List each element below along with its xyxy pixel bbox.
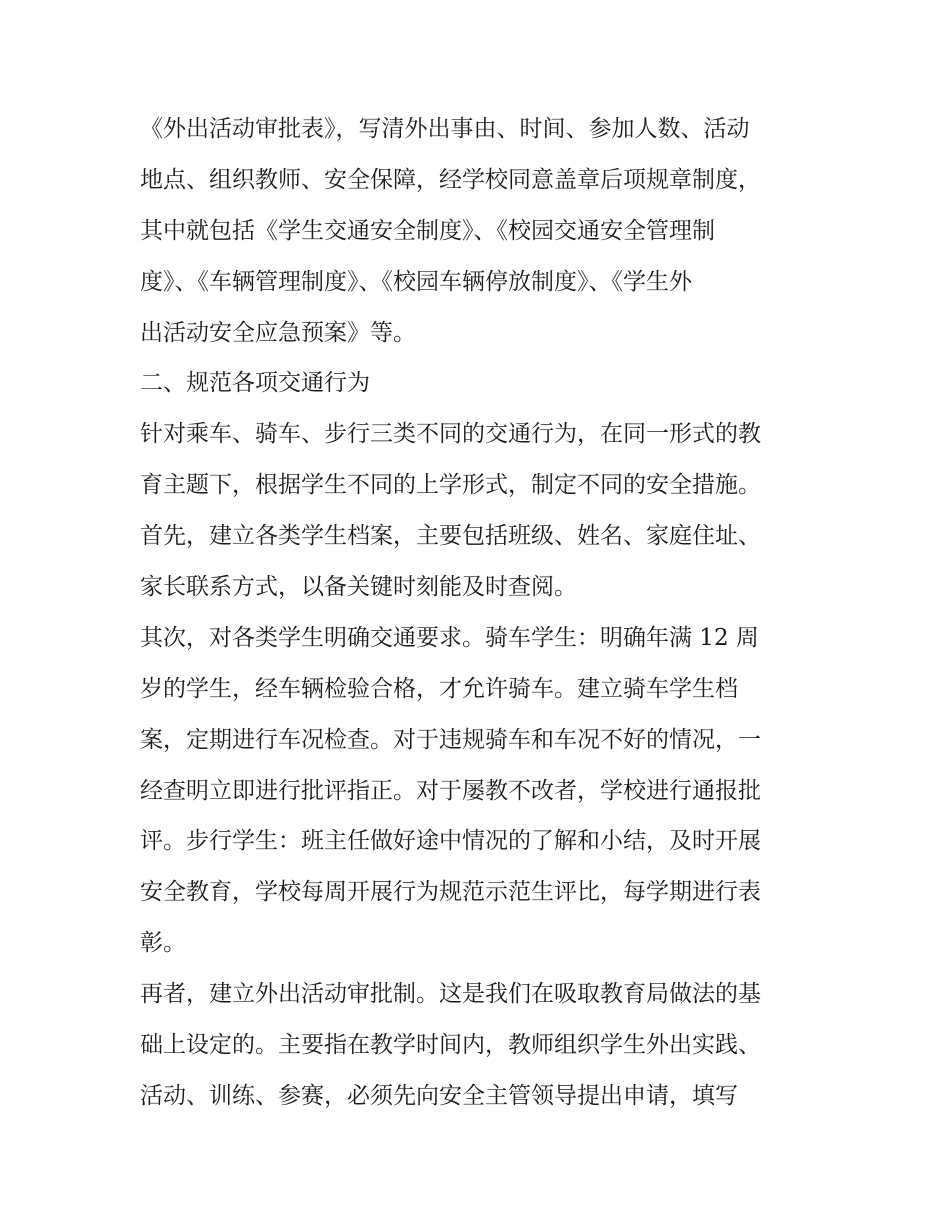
- text-line: 出活动安全应急预案》等。: [140, 319, 416, 346]
- text-line: 地点、组织教师、安全保障，经学校同意盖章后项规章制度，: [140, 166, 761, 193]
- text-line: 针对乘车、骑车、步行三类不同的交通行为，在同一形式的教: [140, 421, 761, 448]
- text-line: 其次，对各类学生明确交通要求。骑车学生：明确年满 12 周: [140, 624, 759, 651]
- text-line: 安全教育，学校每周开展行为规范示范生评比，每学期进行表: [140, 879, 761, 906]
- text-line: 育主题下，根据学生不同的上学形式，制定不同的安全措施。: [140, 472, 761, 499]
- text-line: 首先，建立各类学生档案，主要包括班级、姓名、家庭住址、: [140, 523, 761, 550]
- text-line: 家长联系方式，以备关键时刻能及时查阅。: [140, 574, 577, 601]
- section-heading: 二、规范各项交通行为: [140, 370, 370, 397]
- text-line: 经查明立即进行批评指正。对于屡教不改者，学校进行通报批: [140, 777, 761, 804]
- text-line: 案，定期进行车况检查。对于违规骑车和车况不好的情况，一: [140, 726, 761, 753]
- text-line: 评。步行学生：班主任做好途中情况的了解和小结，及时开展: [140, 828, 761, 855]
- document-page: [140, 104, 812, 1122]
- text-line: 其中就包括《学生交通安全制度》、《校园交通安全管理制: [140, 217, 715, 244]
- text-line: 岁的学生，经车辆检验合格，才允许骑车。建立骑车学生档: [140, 675, 738, 702]
- text-line: 再者，建立外出活动审批制。这是我们在吸取教育局做法的基: [140, 981, 761, 1008]
- text-line: 础上设定的。主要指在教学时间内，教师组织学生外出实践、: [140, 1032, 761, 1059]
- text-line: 活动、训练、参赛，必须先向安全主管领导提出申请，填写: [140, 1082, 738, 1109]
- text-line: 《外出活动审批表》，写清外出事由、时间、参加人数、活动: [140, 116, 750, 142]
- text-line: 彰。: [140, 930, 186, 957]
- text-line: 度》、《车辆管理制度》、《校园车辆停放制度》、《学生外: [140, 268, 692, 295]
